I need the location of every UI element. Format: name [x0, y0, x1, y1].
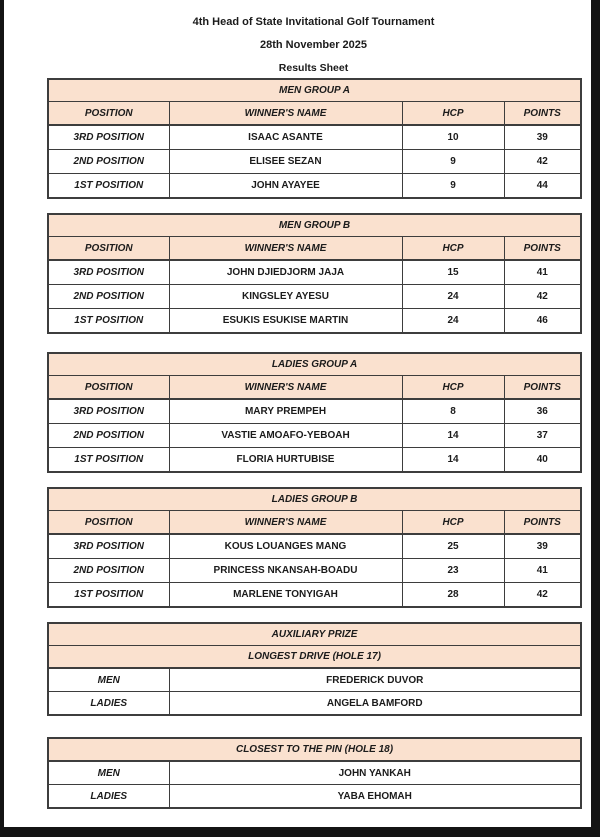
points-header-cell: POINTS [504, 511, 581, 535]
auxiliary-table [47, 737, 582, 809]
group-title: MEN GROUP A [48, 79, 581, 102]
winner-name-cell: KOUS LOUANGES MANG [169, 534, 402, 559]
winner-name-header-cell: WINNER'S NAME [169, 376, 402, 400]
table-row [48, 309, 581, 334]
hcp-cell: 15 [402, 260, 504, 285]
hcp-header-cell: HCP [402, 237, 504, 261]
points-header-cell: POINTS [504, 102, 581, 126]
winner-name-cell: JOHN YANKAH [169, 761, 581, 785]
results-sheet-label: Results Sheet [278, 62, 349, 74]
points-cell: 42 [504, 583, 581, 608]
position-cell: 3RD POSITION [48, 260, 169, 285]
group-header-row [48, 79, 581, 102]
prize-heading: CLOSEST TO THE PIN (HOLE 18) [48, 738, 581, 761]
document-page [4, 0, 591, 827]
hcp-cell: 24 [402, 285, 504, 309]
points-cell: 41 [504, 260, 581, 285]
position-cell: 2ND POSITION [48, 559, 169, 583]
winner-name-cell: ANGELA BAMFORD [169, 692, 581, 716]
table-row [48, 174, 581, 199]
hcp-cell: 9 [402, 150, 504, 174]
winner-name-cell: FREDERICK DUVOR [169, 668, 581, 692]
winner-name-cell: YABA EHOMAH [169, 785, 581, 809]
table-row [48, 285, 581, 309]
results-table [47, 78, 582, 199]
table-row [48, 785, 581, 809]
position-cell: 3RD POSITION [48, 399, 169, 424]
category-cell: MEN [48, 668, 169, 692]
winner-name-cell: FLORIA HURTUBISE [169, 448, 402, 473]
hcp-header-cell: HCP [402, 102, 504, 126]
prize-heading-row [48, 738, 581, 761]
hcp-cell: 14 [402, 424, 504, 448]
winner-name-cell: JOHN AYAYEE [169, 174, 402, 199]
position-cell: 1ST POSITION [48, 174, 169, 199]
column-header-row [48, 511, 581, 535]
table-row [48, 399, 581, 424]
table-row [48, 448, 581, 473]
position-cell: 3RD POSITION [48, 125, 169, 150]
group-title: LADIES GROUP A [48, 353, 581, 376]
table-row [48, 559, 581, 583]
position-header-cell: POSITION [48, 376, 169, 400]
prize-heading-row [48, 646, 581, 669]
hcp-cell: 14 [402, 448, 504, 473]
points-cell: 44 [504, 174, 581, 199]
position-cell: 2ND POSITION [48, 285, 169, 309]
winner-name-cell: ESUKIS ESUKISE MARTIN [169, 309, 402, 334]
document-title: 4th Head of State Invitational Golf Tournament [192, 16, 435, 28]
winner-name-cell: JOHN DJIEDJORM JAJA [169, 260, 402, 285]
hcp-cell: 25 [402, 534, 504, 559]
points-cell: 41 [504, 559, 581, 583]
winner-name-header-cell: WINNER'S NAME [169, 511, 402, 535]
column-header-row [48, 102, 581, 126]
winner-name-cell: MARLENE TONYIGAH [169, 583, 402, 608]
hcp-cell: 9 [402, 174, 504, 199]
position-header-cell: POSITION [48, 511, 169, 535]
column-header-row [48, 376, 581, 400]
points-cell: 46 [504, 309, 581, 334]
results-table [47, 213, 582, 334]
table-row [48, 125, 581, 150]
position-cell: 1ST POSITION [48, 309, 169, 334]
points-cell: 39 [504, 534, 581, 559]
table-row [48, 150, 581, 174]
winner-name-header-cell: WINNER'S NAME [169, 102, 402, 126]
position-cell: 1ST POSITION [48, 448, 169, 473]
hcp-cell: 24 [402, 309, 504, 334]
points-cell: 40 [504, 448, 581, 473]
points-cell: 37 [504, 424, 581, 448]
position-header-cell: POSITION [48, 237, 169, 261]
results-table [47, 352, 582, 473]
prize-heading: LONGEST DRIVE (HOLE 17) [48, 646, 581, 669]
points-cell: 36 [504, 399, 581, 424]
column-header-row [48, 237, 581, 261]
group-title: MEN GROUP B [48, 214, 581, 237]
winner-name-cell: KINGSLEY AYESU [169, 285, 402, 309]
winner-name-header-cell: WINNER'S NAME [169, 237, 402, 261]
hcp-header-cell: HCP [402, 376, 504, 400]
hcp-cell: 28 [402, 583, 504, 608]
winner-name-cell: ISAAC ASANTE [169, 125, 402, 150]
table-row [48, 534, 581, 559]
points-header-cell: POINTS [504, 237, 581, 261]
position-cell: 2ND POSITION [48, 150, 169, 174]
points-header-cell: POINTS [504, 376, 581, 400]
document-date: 28th November 2025 [260, 39, 367, 51]
table-row [48, 260, 581, 285]
position-cell: 2ND POSITION [48, 424, 169, 448]
group-header-row [48, 488, 581, 511]
position-cell: 1ST POSITION [48, 583, 169, 608]
category-cell: LADIES [48, 785, 169, 809]
table-row [48, 424, 581, 448]
auxiliary-table [47, 622, 582, 716]
table-row [48, 761, 581, 785]
winner-name-cell: PRINCESS NKANSAH-BOADU [169, 559, 402, 583]
group-header-row [48, 214, 581, 237]
category-cell: LADIES [48, 692, 169, 716]
hcp-cell: 23 [402, 559, 504, 583]
hcp-header-cell: HCP [402, 511, 504, 535]
auxiliary-title-row [48, 623, 581, 646]
winner-name-cell: MARY PREMPEH [169, 399, 402, 424]
hcp-cell: 10 [402, 125, 504, 150]
hcp-cell: 8 [402, 399, 504, 424]
auxiliary-title: AUXILIARY PRIZE [48, 623, 581, 646]
group-title: LADIES GROUP B [48, 488, 581, 511]
winner-name-cell: VASTIE AMOAFO-YEBOAH [169, 424, 402, 448]
winner-name-cell: ELISEE SEZAN [169, 150, 402, 174]
table-row [48, 583, 581, 608]
position-header-cell: POSITION [48, 102, 169, 126]
table-row [48, 692, 581, 716]
group-header-row [48, 353, 581, 376]
position-cell: 3RD POSITION [48, 534, 169, 559]
points-cell: 42 [504, 285, 581, 309]
table-row [48, 668, 581, 692]
points-cell: 39 [504, 125, 581, 150]
results-table [47, 487, 582, 608]
category-cell: MEN [48, 761, 169, 785]
points-cell: 42 [504, 150, 581, 174]
